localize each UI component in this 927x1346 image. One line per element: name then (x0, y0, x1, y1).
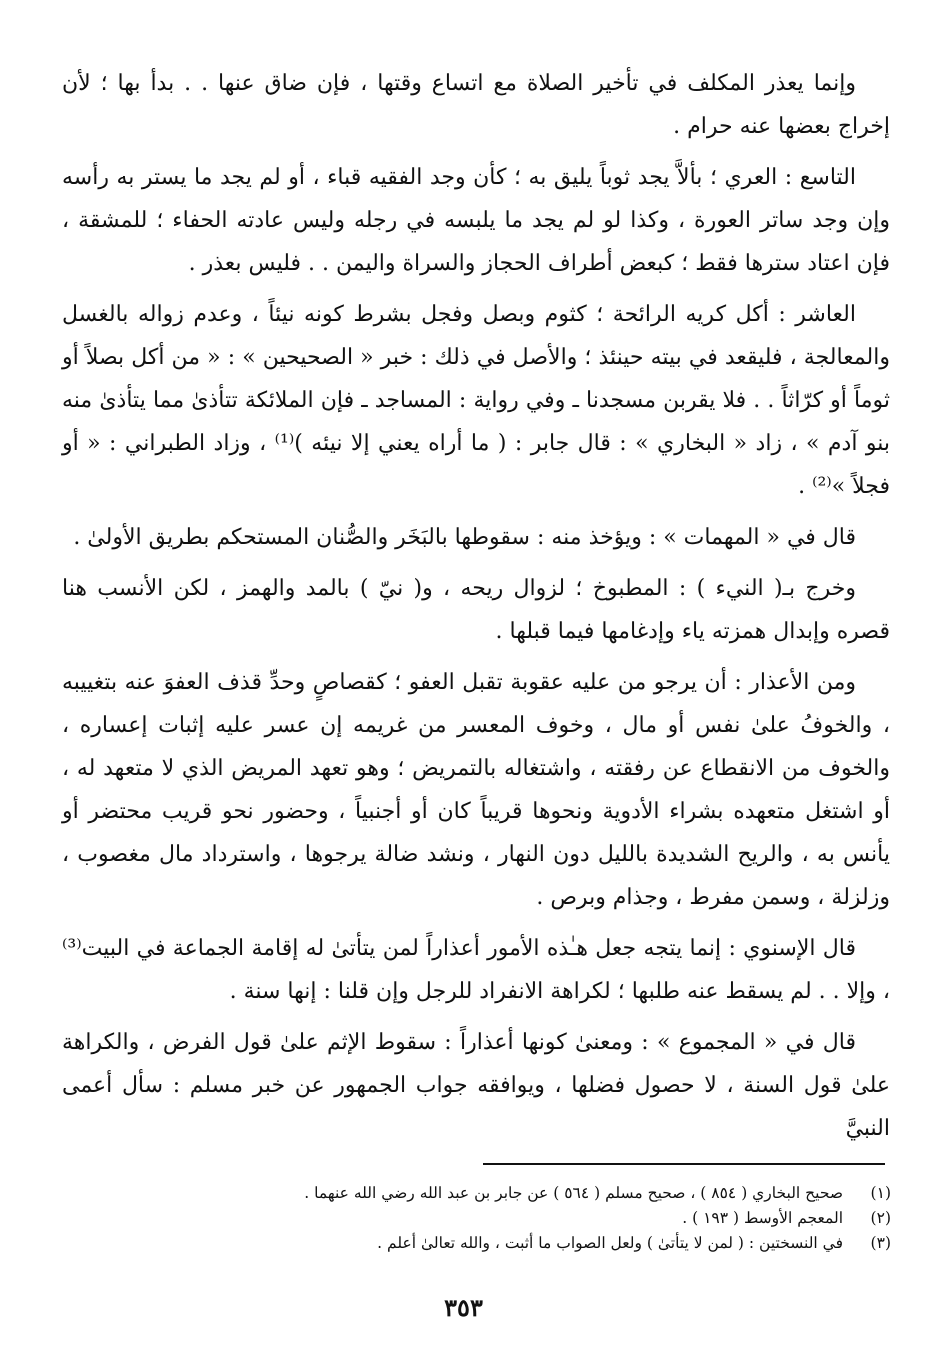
page-number: ٣٥٣ (444, 1293, 483, 1322)
footnote-1 (171, 1181, 891, 1206)
paragraph-4: قال في « المهمات » : ويؤخذ منه : سقوطها بالبَخَر والصُّنان المستحكم بطريق الأولىٰ . (73, 525, 856, 550)
main-text (62, 62, 890, 1158)
footnote-2 (171, 1206, 891, 1231)
paragraph-1: وإنما يعذر المكلف في تأخير الصلاة مع اتساع وقتها ، فإن ضاق عنها . . بدأ بها ؛ لأن إخراج بعضها عنه حرام . (62, 71, 890, 139)
footnote-divider (483, 1163, 885, 1165)
paragraph-8: قال في « المجموع » : ومعنىٰ كونها أعذاراً : سقوط الإثم علىٰ قول الفرض ، والكراهة علىٰ قول السنة ، لا حصول فضلها ، ويوافقه جواب الجمهور عن خبر مسلم : سأل أعمى النبيَّ (62, 1030, 890, 1141)
paragraph-2: التاسع : العري ؛ بألاَّ يجد ثوباً يليق به ؛ كأن وجد الفقيه قباء ، أو لم يجد ما يستر به رأسه وإن وجد ساتر العورة ، وكذا لو لم يجد ما يلبسه في رجله وليس عادته الحفاء ؛ للمشقة ، فإن اعتاد سترها فقط ؛ كبعض أطراف الحجاز والسراة واليمن . . فليس بعذر . (62, 165, 890, 276)
paragraph-5: وخرج بـ( النيء ) : المطبوخ ؛ لزوال ريحه ، و( نيّ ) بالمد والهمز ، لكن الأنسب هنا قصره وإبدال همزته ياء وإدغامها فيما قبلها . (62, 576, 890, 644)
footnote-text: المعجم الأوسط ( ١٩٣ ) . (682, 1209, 843, 1227)
paragraph-7: قال الإسنوي : إنما يتجه جعل هـٰذه الأمور أعذاراً لمن يتأتىٰ له إقامة الجماعة في البيت⁽³⁾ ، وإلا . . لم يسقط عنه طلبها ؛ لكراهة الانفراد للرجل وإن قلنا : إنها سنة . (62, 936, 890, 1004)
footnote-number: (٣) (870, 1234, 891, 1252)
paragraph-6: ومن الأعذار : أن يرجو من عليه عقوبة تقبل العفو ؛ كقصاصٍ وحدِّ قذف العفوَ عنه بتغييبه ، والخوفُ علىٰ نفس أو مال ، وخوف المعسر من غريمه إن عسر عليه إثبات إعساره ، والخوف من الانقطاع عن رفقته ، واشتغاله بالتمريض ؛ وهو تعهد المريض الذي لا متعهد له ، أو اشتغل متعهده بشراء الأدوية ونحوها قريباً كان أو أجنبياً ، وحضور نحو قريب محتضر أو يأنس به ، والريح الشديدة بالليل دون النهار ، ونشد ضالة يرجوها ، واسترداد مال مغصوب ، وزلزلة ، وسمن مفرط ، وجذام وبرص . (62, 670, 890, 910)
footnote-text: في النسختين : ( لمن لا يتأتىٰ ) ولعل الصواب ما أثبت ، والله تعالىٰ أعلم . (377, 1234, 843, 1252)
footnote-number: (١) (870, 1184, 891, 1202)
footnote-number: (٢) (870, 1209, 891, 1227)
footnotes (171, 1181, 891, 1256)
footnote-3 (171, 1231, 891, 1256)
paragraph-3: العاشر : أكل كريه الرائحة ؛ كثوم وبصل وفجل بشرط كونه نيئاً ، وعدم زواله بالغسل والمعالجة ، فليقعد في بيته حينئذ ؛ والأصل في ذلك : خبر « الصحيحين » : « من أكل بصلاً أو ثوماً أو كرّاثاً . . فلا يقربن مسجدنا ـ وفي رواية : المساجد ـ فإن الملائكة تتأذىٰ مما يتأذىٰ منه بنو آدم » ، زاد « البخاري » : قال جابر : ( ما أراه يعني إلا نيئه )⁽¹⁾ ، وزاد الطبراني : « أو فجلاً »⁽²⁾ . (62, 302, 890, 499)
footnote-text: صحيح البخاري ( ٨٥٤ ) ، صحيح مسلم ( ٥٦٤ ) عن جابر بن عبد الله رضي الله عنهما . (304, 1184, 843, 1202)
